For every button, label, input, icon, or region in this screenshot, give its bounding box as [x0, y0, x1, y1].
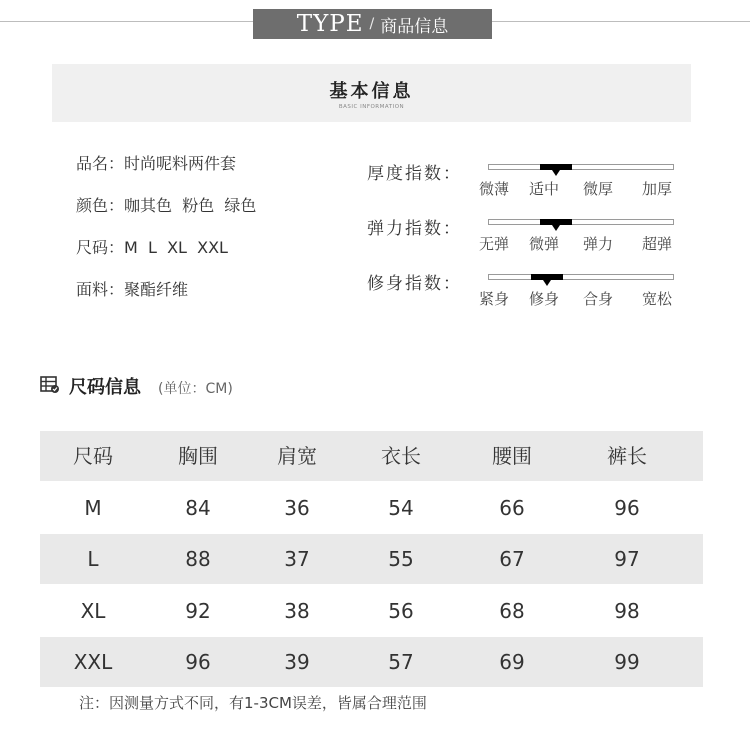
- table-row: [40, 586, 703, 636]
- table-cell: 55: [388, 547, 414, 571]
- table-row: [40, 637, 703, 687]
- basic-info-subtitle: BASIC INFORMATION: [338, 104, 405, 110]
- info-label: 尺码：: [76, 238, 125, 257]
- table-header-cell: 尺码: [73, 444, 113, 468]
- table-cell: 97: [614, 547, 640, 571]
- index-option: 修身: [529, 290, 560, 308]
- table-cell: 56: [388, 599, 414, 623]
- table-header-cell: 裤长: [607, 444, 647, 468]
- table-cell: 67: [499, 547, 525, 571]
- table-cell: XXL: [73, 650, 113, 674]
- measurement-note: 注：因测量方式不同，有1-3CM误差，皆属合理范围: [79, 694, 427, 712]
- table-cell: M: [84, 496, 102, 520]
- info-label: 面料：: [76, 280, 125, 299]
- elasticity-index-label: 弹力指数：: [367, 219, 462, 239]
- info-row-fabric: [76, 277, 188, 300]
- table-cell: 98: [614, 599, 640, 623]
- index-option: 微弹: [529, 235, 560, 253]
- index-option: 宽松: [642, 290, 673, 308]
- header-type-text: TYPE: [296, 11, 364, 37]
- table-cell: 57: [388, 650, 414, 674]
- table-row: [40, 483, 703, 533]
- elasticity-index-bar: [488, 219, 674, 225]
- thickness-index-bar: [488, 164, 674, 170]
- table-cell: 88: [185, 547, 211, 571]
- table-cell: 99: [614, 650, 640, 674]
- header-banner: [253, 9, 492, 39]
- table-cell: 38: [284, 599, 310, 623]
- info-row-size: [76, 235, 228, 258]
- info-label: 品名：: [76, 154, 125, 173]
- table-header-cell: 肩宽: [277, 444, 317, 468]
- size-section-title: 尺码信息: [69, 377, 141, 398]
- info-value: 时尚呢料两件套: [124, 154, 237, 173]
- fit-index-bar: [488, 274, 674, 280]
- index-pointer-icon: [552, 225, 560, 231]
- thickness-index-label: 厚度指数：: [367, 164, 462, 184]
- table-header-row: [40, 431, 703, 481]
- index-option: 紧身: [479, 290, 510, 308]
- header-line-right: [492, 21, 750, 22]
- table-cell: 37: [284, 547, 310, 571]
- index-option: 微厚: [583, 180, 614, 198]
- table-cell: 36: [284, 496, 310, 520]
- info-row-color: [76, 193, 256, 216]
- header-line-left: [0, 21, 253, 22]
- table-cell: 39: [284, 650, 310, 674]
- index-option: 适中: [529, 180, 560, 198]
- info-row-name: [76, 151, 236, 174]
- basic-info-title: 基本信息: [329, 81, 414, 102]
- table-cell: 84: [185, 496, 211, 520]
- index-option: 加厚: [642, 180, 673, 198]
- table-chart-icon: [40, 376, 60, 394]
- header-separator: /: [369, 16, 375, 32]
- info-value: 聚酯纤维: [124, 280, 189, 299]
- table-header-cell: 胸围: [178, 444, 218, 468]
- index-option: 超弹: [642, 235, 673, 253]
- index-option: 弹力: [583, 235, 614, 253]
- table-cell: 96: [614, 496, 640, 520]
- table-cell: 92: [185, 599, 211, 623]
- fit-index-label: 修身指数：: [367, 274, 462, 294]
- index-option: 微薄: [479, 180, 510, 198]
- table-header-cell: 衣长: [381, 444, 421, 468]
- table-cell: 66: [499, 496, 525, 520]
- size-section-unit: (单位：CM): [158, 381, 233, 397]
- size-table: [40, 431, 703, 687]
- table-cell: 69: [499, 650, 525, 674]
- table-row: [40, 534, 703, 584]
- index-pointer-icon: [552, 170, 560, 176]
- index-pointer-icon: [543, 280, 551, 286]
- table-cell: 54: [388, 496, 414, 520]
- info-value: M L XL XXL: [124, 238, 228, 257]
- table-cell: XL: [80, 599, 106, 623]
- info-value: 咖其色 粉色 绿色: [124, 196, 257, 215]
- table-cell: 68: [499, 599, 525, 623]
- header-subtitle: 商品信息: [380, 16, 449, 37]
- index-option: 无弹: [479, 235, 510, 253]
- info-label: 颜色：: [76, 196, 125, 215]
- index-option: 合身: [583, 290, 614, 308]
- table-header-cell: 腰围: [492, 444, 532, 468]
- basic-info-banner: [52, 64, 691, 122]
- table-cell: 96: [185, 650, 211, 674]
- table-cell: L: [87, 547, 99, 571]
